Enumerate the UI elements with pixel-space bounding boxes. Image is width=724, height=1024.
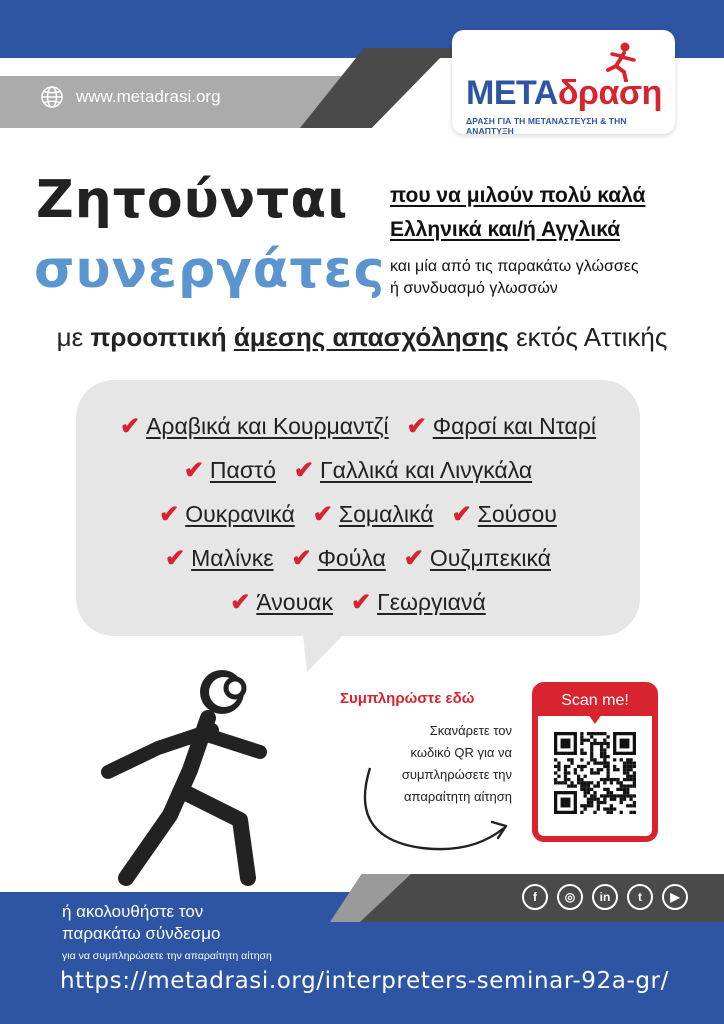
- language-item: ✔ Φαρσί και Νταρί: [406, 413, 597, 440]
- language-item: ✔ Παστό: [183, 457, 276, 484]
- qr-module: [633, 765, 636, 768]
- qr-module: [561, 798, 571, 808]
- qr-module: [603, 732, 606, 735]
- qr-module: [629, 758, 632, 761]
- qr-module: [606, 762, 609, 765]
- social-links: [522, 884, 688, 910]
- requirement-line-4: ή συνδυασμό γλωσσών: [390, 280, 558, 297]
- qr-module: [626, 778, 629, 781]
- qr-module: [554, 778, 557, 781]
- checkmark-icon: ✔: [312, 501, 333, 528]
- qr-module: [590, 748, 593, 751]
- qr-module: [606, 794, 609, 797]
- language-row-4: [76, 544, 640, 573]
- qr-module: [590, 742, 593, 745]
- qr-module: [633, 778, 636, 781]
- qr-module: [587, 732, 590, 735]
- logo-wordmark: ΜΕΤΑδραση: [466, 74, 662, 112]
- qr-module: [593, 794, 596, 797]
- qr-module: [564, 778, 567, 781]
- qr-module: [600, 742, 603, 745]
- qr-module: [613, 768, 616, 771]
- runner-figure-illustration: [100, 660, 300, 890]
- language-row-5: [76, 588, 640, 617]
- checkmark-icon: ✔: [293, 457, 315, 484]
- qr-module: [580, 752, 583, 755]
- follow-line-1: ή ακολουθήστε τον: [62, 902, 204, 921]
- qr-module: [610, 791, 613, 794]
- qr-module: [580, 784, 583, 787]
- employment-prospect: με προοπτική άμεσης απασχόλησης εκτός Αττικής: [56, 322, 668, 352]
- qr-module: [606, 807, 609, 810]
- qr-module: [623, 768, 626, 771]
- qr-module: [620, 811, 623, 814]
- qr-module: [557, 762, 560, 765]
- qr-module: [600, 768, 603, 771]
- qr-module: [590, 781, 593, 784]
- qr-module: [580, 781, 583, 784]
- qr-module: [580, 748, 583, 751]
- requirement-line-1: που να μιλούν πολύ καλά: [390, 184, 646, 207]
- qr-module: [600, 794, 603, 797]
- checkmark-icon: ✔: [159, 501, 180, 528]
- qr-module: [629, 768, 632, 771]
- qr-module: [590, 771, 593, 774]
- qr-module: [620, 794, 623, 797]
- qr-module: [616, 788, 619, 791]
- qr-module: [633, 771, 636, 774]
- linkedin-icon[interactable]: in: [592, 884, 618, 910]
- qr-module: [629, 811, 632, 814]
- qr-module: [616, 778, 619, 781]
- qr-module: [613, 778, 616, 781]
- qr-module: [610, 811, 613, 814]
- language-item: ✔ Ουκρανικά: [159, 501, 295, 528]
- qr-module: [590, 804, 593, 807]
- qr-module: [629, 778, 632, 781]
- language-item: ✔ Μαλίνκε: [165, 545, 274, 572]
- language-item: ✔ Γεωργιανά: [350, 589, 486, 616]
- qr-module: [620, 739, 630, 749]
- fill-here-title: Συμπληρώστε εδώ: [340, 690, 475, 707]
- qr-module: [613, 798, 616, 801]
- qr-module: [587, 781, 590, 784]
- qr-module: [620, 758, 623, 761]
- qr-module: [603, 758, 606, 761]
- checkmark-icon: ✔: [183, 457, 204, 484]
- qr-module: [584, 752, 587, 755]
- qr-module: [633, 781, 636, 784]
- qr-module: [577, 781, 580, 784]
- qr-module: [597, 804, 600, 807]
- qr-module: [600, 748, 603, 751]
- qr-module: [590, 745, 593, 748]
- logo-tagline: ΔΡΑΣΗ ΓΙΑ ΤΗ ΜΕΤΑΝΑΣΤΕΥΣΗ & ΤΗΝ ΑΝΑΠΤΥΞΗ: [466, 116, 627, 136]
- qr-module: [629, 784, 632, 787]
- qr-module: [629, 765, 632, 768]
- qr-module: [626, 758, 629, 761]
- qr-module: [633, 811, 636, 814]
- qr-module: [597, 781, 600, 784]
- qr-module: [623, 778, 626, 781]
- language-item: ✔ Γαλλικά και Λινγκάλα: [293, 457, 533, 484]
- scan-me-label: Scan me!: [538, 688, 652, 716]
- qr-module: [554, 758, 557, 761]
- qr-module: [593, 811, 596, 814]
- qr-module: [626, 791, 629, 794]
- qr-module: [557, 781, 560, 784]
- qr-module: [633, 804, 636, 807]
- qr-module: [580, 768, 583, 771]
- qr-module: [561, 739, 571, 749]
- qr-code[interactable]: [554, 732, 636, 814]
- qr-module: [623, 771, 626, 774]
- qr-module: [626, 794, 629, 797]
- instagram-icon[interactable]: ◎: [557, 884, 583, 910]
- qr-module: [580, 735, 583, 738]
- qr-module: [626, 771, 629, 774]
- qr-module: [567, 765, 570, 768]
- qr-module: [603, 778, 606, 781]
- qr-module: [580, 778, 583, 781]
- language-item: ✔ Ουζμπεκικά: [403, 545, 551, 572]
- qr-module: [584, 791, 587, 794]
- metadrasi-logo[interactable]: [452, 30, 675, 134]
- qr-module: [610, 794, 613, 797]
- language-row-1: [76, 412, 640, 441]
- checkmark-icon: ✔: [291, 545, 312, 572]
- qr-module: [564, 775, 567, 778]
- qr-module: [626, 804, 629, 807]
- qr-module: [603, 752, 606, 755]
- qr-module: [597, 807, 600, 810]
- qr-module: [626, 775, 629, 778]
- headline-collaborators: συνεργάτες: [34, 240, 386, 300]
- qr-module: [603, 755, 606, 758]
- checkmark-icon: ✔: [406, 413, 427, 440]
- follow-subtext: για να συμπληρώσετε την απαραίτητη αίτηση: [62, 950, 272, 962]
- qr-module: [626, 768, 629, 771]
- qr-module: [590, 758, 593, 761]
- qr-module: [597, 762, 600, 765]
- qr-module: [613, 765, 616, 768]
- qr-module: [626, 788, 629, 791]
- qr-module: [603, 794, 606, 797]
- qr-module: [600, 762, 603, 765]
- qr-module: [564, 765, 567, 768]
- qr-module: [590, 732, 593, 735]
- qr-module: [620, 798, 623, 801]
- twitter-icon[interactable]: t: [627, 884, 653, 910]
- qr-module: [623, 788, 626, 791]
- qr-module: [623, 762, 626, 765]
- qr-module: [633, 794, 636, 797]
- qr-module: [557, 775, 560, 778]
- qr-module: [629, 775, 632, 778]
- qr-module: [629, 762, 632, 765]
- qr-module: [613, 758, 616, 761]
- qr-module: [574, 771, 577, 774]
- facebook-icon[interactable]: f: [522, 884, 548, 910]
- qr-module: [580, 788, 583, 791]
- qr-module: [633, 801, 636, 804]
- qr-module: [597, 732, 600, 735]
- qr-module: [584, 804, 587, 807]
- qr-module: [593, 798, 596, 801]
- qr-module: [554, 771, 557, 774]
- qr-module: [590, 798, 593, 801]
- qr-module: [590, 752, 593, 755]
- qr-module: [610, 781, 613, 784]
- language-item: ✔ Σούσου: [451, 501, 557, 528]
- requirement-line-3: και μία από τις παρακάτω γλώσσες: [390, 258, 639, 275]
- language-item: ✔ Αραβικά και Κουρμαντζί: [119, 413, 389, 440]
- qr-module: [600, 755, 603, 758]
- language-row-3: [76, 500, 640, 529]
- qr-module: [600, 752, 603, 755]
- qr-module: [606, 735, 609, 738]
- qr-module: [620, 784, 623, 787]
- qr-module: [554, 781, 557, 784]
- qr-module: [603, 739, 606, 742]
- qr-module: [593, 742, 596, 745]
- qr-module: [580, 732, 583, 735]
- qr-module: [629, 804, 632, 807]
- language-item: ✔ Φούλα: [291, 545, 386, 572]
- qr-module: [603, 781, 606, 784]
- qr-module: [593, 784, 596, 787]
- qr-module: [620, 788, 623, 791]
- qr-module: [587, 739, 590, 742]
- qr-module: [603, 748, 606, 751]
- qr-module: [580, 739, 583, 742]
- language-row-2: [76, 456, 640, 485]
- qr-module: [603, 798, 606, 801]
- qr-module: [603, 807, 606, 810]
- qr-module: [633, 775, 636, 778]
- qr-module: [616, 768, 619, 771]
- qr-module: [597, 784, 600, 787]
- qr-module: [587, 784, 590, 787]
- qr-module: [623, 794, 626, 797]
- qr-module: [603, 801, 606, 804]
- qr-module: [554, 765, 557, 768]
- qr-module: [580, 758, 583, 761]
- qr-module: [606, 755, 609, 758]
- qr-module: [584, 775, 587, 778]
- qr-module: [593, 771, 596, 774]
- qr-module: [606, 765, 609, 768]
- qr-module: [577, 765, 580, 768]
- qr-module: [603, 788, 606, 791]
- checkmark-icon: ✔: [119, 413, 141, 440]
- qr-scan-card[interactable]: [532, 682, 658, 842]
- qr-module: [587, 798, 590, 801]
- qr-module: [597, 798, 600, 801]
- qr-module: [570, 758, 573, 761]
- qr-module: [600, 732, 603, 735]
- qr-module: [580, 804, 583, 807]
- scan-notch: [588, 714, 602, 724]
- qr-module: [584, 794, 587, 797]
- qr-module: [600, 778, 603, 781]
- checkmark-icon: ✔: [403, 545, 424, 572]
- qr-module: [567, 784, 570, 787]
- qr-module: [567, 778, 570, 781]
- qr-module: [610, 798, 613, 801]
- qr-module: [606, 811, 609, 814]
- qr-module: [610, 804, 613, 807]
- qr-module: [580, 742, 583, 745]
- qr-module: [623, 765, 626, 768]
- youtube-icon[interactable]: ▶: [662, 884, 688, 910]
- qr-module: [600, 745, 603, 748]
- qr-module: [613, 807, 616, 810]
- qr-module: [606, 768, 609, 771]
- qr-module: [587, 762, 590, 765]
- qr-module: [606, 788, 609, 791]
- qr-module: [629, 798, 632, 801]
- qr-module: [616, 781, 619, 784]
- qr-module: [606, 791, 609, 794]
- checkmark-icon: ✔: [230, 589, 251, 616]
- qr-module: [564, 781, 567, 784]
- qr-module: [570, 781, 573, 784]
- website-link[interactable]: [40, 85, 221, 109]
- qr-module: [584, 788, 587, 791]
- qr-module: [557, 765, 560, 768]
- qr-module: [590, 768, 593, 771]
- curved-arrow-icon: [352, 760, 512, 860]
- qr-module: [593, 791, 596, 794]
- qr-module: [623, 798, 626, 801]
- qr-module: [603, 765, 606, 768]
- qr-module: [593, 758, 596, 761]
- qr-module: [590, 735, 593, 738]
- qr-module: [603, 742, 606, 745]
- qr-module: [623, 791, 626, 794]
- requirement-line-2: Ελληνικά και/ή Αγγλικά: [390, 218, 621, 241]
- qr-module: [590, 794, 593, 797]
- website-text: www.metadrasi.org: [76, 87, 221, 106]
- qr-module: [620, 801, 623, 804]
- qr-module: [610, 778, 613, 781]
- qr-module: [584, 765, 587, 768]
- qr-module: [593, 732, 596, 735]
- globe-icon: [40, 85, 64, 109]
- qr-module: [584, 739, 587, 742]
- qr-module: [577, 775, 580, 778]
- qr-module: [584, 781, 587, 784]
- qr-module: [593, 762, 596, 765]
- qr-module: [597, 742, 600, 745]
- qr-module: [600, 801, 603, 804]
- qr-module: [606, 778, 609, 781]
- qr-module: [590, 788, 593, 791]
- qr-module: [597, 801, 600, 804]
- qr-module: [561, 781, 564, 784]
- qr-module: [580, 765, 583, 768]
- application-url-link[interactable]: https://metadrasi.org/interpreters-seminar-92a-gr/: [60, 968, 669, 994]
- fill-instructions: Σκανάρετε τον κωδικό QR για να συμπληρώσετε την απαραίτητη αίτηση: [401, 723, 512, 804]
- qr-module: [564, 771, 567, 774]
- qr-module: [570, 784, 573, 787]
- qr-module: [629, 794, 632, 797]
- qr-module: [633, 762, 636, 765]
- qr-module: [590, 755, 593, 758]
- qr-module: [580, 811, 583, 814]
- qr-module: [570, 762, 573, 765]
- follow-line-2: παρακάτω σύνδεσμο: [62, 924, 221, 943]
- qr-module: [616, 794, 619, 797]
- qr-module: [577, 778, 580, 781]
- qr-module: [574, 784, 577, 787]
- qr-module: [567, 771, 570, 774]
- qr-module: [606, 742, 609, 745]
- qr-module: [597, 768, 600, 771]
- qr-module: [557, 768, 560, 771]
- qr-module: [587, 788, 590, 791]
- checkmark-icon: ✔: [165, 545, 186, 572]
- qr-module: [626, 762, 629, 765]
- qr-module: [626, 765, 629, 768]
- qr-module: [593, 739, 596, 742]
- qr-module: [603, 762, 606, 765]
- qr-module: [623, 784, 626, 787]
- qr-module: [587, 804, 590, 807]
- qr-module: [633, 784, 636, 787]
- qr-module: [606, 771, 609, 774]
- headline-wanted: Ζητούνται: [36, 170, 349, 230]
- qr-module: [584, 784, 587, 787]
- qr-module: [606, 775, 609, 778]
- qr-module: [626, 784, 629, 787]
- qr-module: [610, 807, 613, 810]
- language-item: ✔ Άνουακ: [230, 589, 333, 616]
- qr-module: [567, 758, 570, 761]
- qr-module: [574, 768, 577, 771]
- qr-module: [590, 801, 593, 804]
- language-item: ✔ Σομαλικά: [312, 501, 434, 528]
- qr-module: [606, 745, 609, 748]
- qr-module: [597, 771, 600, 774]
- checkmark-icon: ✔: [350, 589, 372, 616]
- qr-module: [584, 807, 587, 810]
- qr-module: [587, 791, 590, 794]
- qr-module: [620, 781, 623, 784]
- qr-module: [613, 794, 616, 797]
- qr-module: [587, 801, 590, 804]
- bubble-tail: [302, 626, 352, 672]
- checkmark-icon: ✔: [451, 501, 472, 528]
- qr-module: [564, 768, 567, 771]
